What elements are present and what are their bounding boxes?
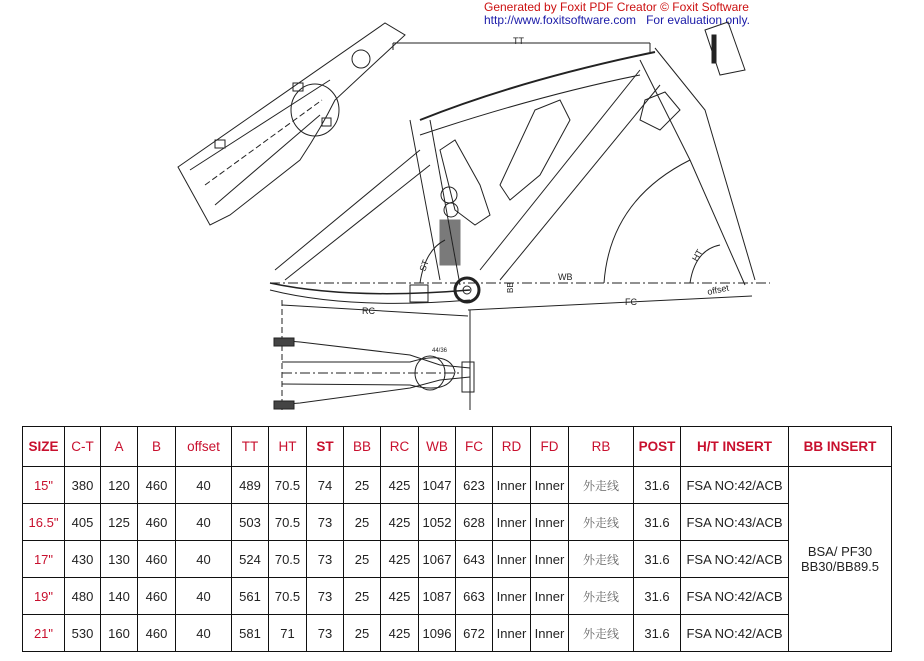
cell-rc: 425 xyxy=(381,467,419,504)
cell-rc: 425 xyxy=(381,578,419,615)
cell-ct: 430 xyxy=(65,541,101,578)
cell-rd: Inner xyxy=(493,504,531,541)
cell-offset: 40 xyxy=(176,504,232,541)
cell-ht-insert: FSA NO:42/ACB xyxy=(681,615,789,652)
header-ht-insert: H/T INSERT xyxy=(681,427,789,467)
cell-b: 460 xyxy=(138,541,176,578)
header-ct: C-T xyxy=(65,427,101,467)
table-row xyxy=(23,504,892,541)
cell-bb: 25 xyxy=(344,467,381,504)
cell-size: 17" xyxy=(23,541,65,578)
label-bb: BB xyxy=(506,282,515,293)
cell-offset: 40 xyxy=(176,541,232,578)
cell-ct: 530 xyxy=(65,615,101,652)
watermark-url[interactable]: http://www.foxitsoftware.com xyxy=(484,13,637,27)
cell-st: 74 xyxy=(307,467,344,504)
cell-b: 460 xyxy=(138,615,176,652)
header-a: A xyxy=(101,427,138,467)
cell-ct: 480 xyxy=(65,578,101,615)
cell-ht-insert: FSA NO:42/ACB xyxy=(681,578,789,615)
cell-bb-insert xyxy=(789,467,892,652)
cell-fc: 663 xyxy=(456,578,493,615)
cell-bb: 25 xyxy=(344,541,381,578)
cell-fd: Inner xyxy=(531,504,569,541)
cell-tt: 503 xyxy=(232,504,269,541)
table-header-row xyxy=(23,427,892,467)
header-tt: TT xyxy=(232,427,269,467)
cell-st: 73 xyxy=(307,541,344,578)
cell-bb: 25 xyxy=(344,504,381,541)
cell-fd: Inner xyxy=(531,615,569,652)
cell-wb: 1087 xyxy=(419,578,456,615)
label-ht: HT xyxy=(690,247,705,263)
header-bb: BB xyxy=(344,427,381,467)
cell-ht: 71 xyxy=(269,615,307,652)
cell-size: 16.5" xyxy=(23,504,65,541)
cell-offset: 40 xyxy=(176,467,232,504)
cell-fc: 672 xyxy=(456,615,493,652)
cell-rd: Inner xyxy=(493,541,531,578)
cell-offset: 40 xyxy=(176,578,232,615)
cell-st: 73 xyxy=(307,504,344,541)
label-rc: RC xyxy=(362,306,375,316)
cell-b: 460 xyxy=(138,578,176,615)
header-offset: offset xyxy=(176,427,232,467)
cell-bb: 25 xyxy=(344,578,381,615)
table-row xyxy=(23,541,892,578)
cell-tt: 524 xyxy=(232,541,269,578)
cell-ht: 70.5 xyxy=(269,578,307,615)
header-rd: RD xyxy=(493,427,531,467)
cell-bb: 25 xyxy=(344,615,381,652)
cell-b: 460 xyxy=(138,504,176,541)
cell-fc: 643 xyxy=(456,541,493,578)
cell-b: 460 xyxy=(138,467,176,504)
rear-triangle-top-view xyxy=(274,300,474,410)
header-ht: HT xyxy=(269,427,307,467)
watermark-line1: Generated by Foxit PDF Creator © Foxit Software xyxy=(484,0,749,14)
cell-wb: 1047 xyxy=(419,467,456,504)
cell-fc: 623 xyxy=(456,467,493,504)
cell-post: 31.6 xyxy=(634,578,681,615)
header-rb: RB xyxy=(569,427,634,467)
cell-size: 19" xyxy=(23,578,65,615)
cell-offset: 40 xyxy=(176,615,232,652)
cell-ht-insert: FSA NO:42/ACB xyxy=(681,467,789,504)
geometry-table xyxy=(22,426,892,652)
cell-ht: 70.5 xyxy=(269,467,307,504)
cell-tt: 561 xyxy=(232,578,269,615)
cell-rc: 425 xyxy=(381,615,419,652)
cell-a: 160 xyxy=(101,615,138,652)
table-row xyxy=(23,578,892,615)
cell-rb: 外走线 xyxy=(569,504,634,541)
cell-ht-insert: FSA NO:43/ACB xyxy=(681,504,789,541)
cell-fc: 628 xyxy=(456,504,493,541)
header-post: POST xyxy=(634,427,681,467)
cell-size: 15" xyxy=(23,467,65,504)
table-row xyxy=(23,615,892,652)
cell-tt: 581 xyxy=(232,615,269,652)
header-size: SIZE xyxy=(23,427,65,467)
cell-fd: Inner xyxy=(531,541,569,578)
label-fc: FC xyxy=(625,297,637,307)
bb-insert-line2: BB30/BB89.5 xyxy=(800,559,880,574)
cell-a: 125 xyxy=(101,504,138,541)
cell-wb: 1067 xyxy=(419,541,456,578)
cell-ht: 70.5 xyxy=(269,504,307,541)
cell-tt: 489 xyxy=(232,467,269,504)
label-wb: WB xyxy=(558,272,573,282)
cell-a: 120 xyxy=(101,467,138,504)
cell-post: 31.6 xyxy=(634,541,681,578)
cell-post: 31.6 xyxy=(634,615,681,652)
cell-a: 140 xyxy=(101,578,138,615)
label-tt: TT xyxy=(513,36,524,46)
cell-rd: Inner xyxy=(493,615,531,652)
cell-ht: 70.5 xyxy=(269,541,307,578)
cell-st: 73 xyxy=(307,615,344,652)
header-bb-insert: BB INSERT xyxy=(789,427,892,467)
cell-ct: 405 xyxy=(65,504,101,541)
label-offset: offset xyxy=(706,282,730,297)
cell-post: 31.6 xyxy=(634,467,681,504)
table-row xyxy=(23,467,892,504)
cell-rc: 425 xyxy=(381,541,419,578)
cell-rb: 外走线 xyxy=(569,578,634,615)
cell-fd: Inner xyxy=(531,578,569,615)
header-st: ST xyxy=(307,427,344,467)
cell-rb: 外走线 xyxy=(569,467,634,504)
header-rc: RC xyxy=(381,427,419,467)
cell-st: 73 xyxy=(307,578,344,615)
header-fd: FD xyxy=(531,427,569,467)
cell-wb: 1052 xyxy=(419,504,456,541)
cell-rd: Inner xyxy=(493,578,531,615)
cell-rb: 外走线 xyxy=(569,615,634,652)
cell-rd: Inner xyxy=(493,467,531,504)
cell-rc: 425 xyxy=(381,504,419,541)
watermark-note: For evaluation only. xyxy=(646,13,750,27)
cell-ct: 380 xyxy=(65,467,101,504)
cell-a: 130 xyxy=(101,541,138,578)
bb-insert-line1: BSA/ PF30 xyxy=(807,544,873,559)
header-wb: WB xyxy=(419,427,456,467)
header-fc: FC xyxy=(456,427,493,467)
cell-size: 21" xyxy=(23,615,65,652)
label-st: ST xyxy=(417,258,431,273)
cell-ht-insert: FSA NO:42/ACB xyxy=(681,541,789,578)
cell-post: 31.6 xyxy=(634,504,681,541)
cell-fd: Inner xyxy=(531,467,569,504)
cell-rb: 外走线 xyxy=(569,541,634,578)
label-axle: 44/36 xyxy=(432,348,448,354)
cell-wb: 1096 xyxy=(419,615,456,652)
rear-swingarm-drawing xyxy=(178,23,405,225)
header-b: B xyxy=(138,427,176,467)
